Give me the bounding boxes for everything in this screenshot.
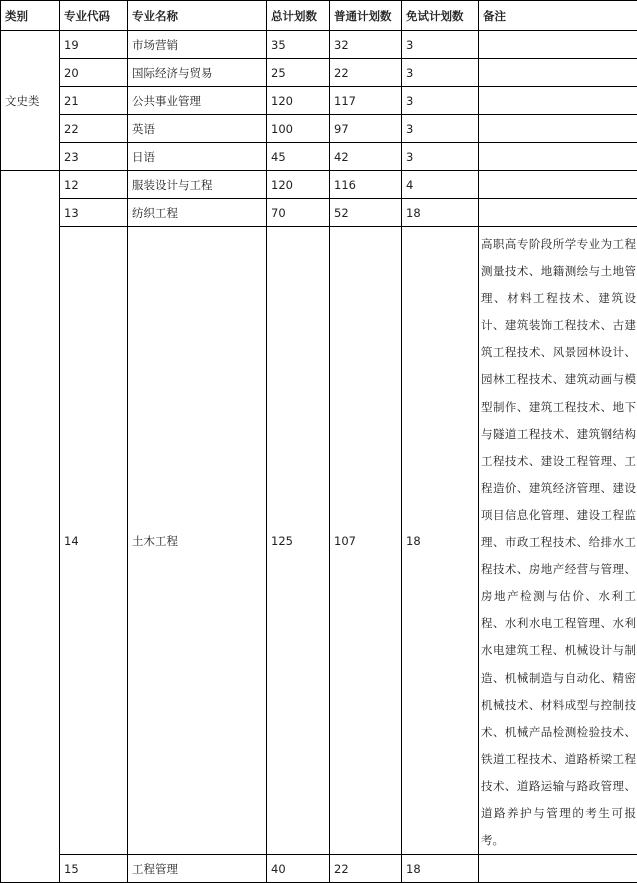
note-line: 造、机械制造与自动化、精密 <box>481 665 636 692</box>
note-line: 与隧道工程技术、建筑钢结构 <box>481 421 636 448</box>
exempt-cell: 18 <box>402 199 479 227</box>
note-line: 程技术、房地产经营与管理、 <box>481 556 636 583</box>
note-line: 房地产检测与估价、水利工 <box>481 583 636 610</box>
note-line: 工程技术、建设工程管理、工 <box>481 448 636 475</box>
total-cell: 25 <box>267 59 330 87</box>
name-cell: 日语 <box>128 143 267 171</box>
header-code: 专业代码 <box>60 1 128 31</box>
table-row <box>1 143 637 171</box>
table-row <box>1 31 637 59</box>
regular-cell: 42 <box>330 143 402 171</box>
exempt-cell: 3 <box>402 59 479 87</box>
note-cell <box>479 31 637 59</box>
name-cell: 国际经济与贸易 <box>128 59 267 87</box>
code-cell: 22 <box>60 115 128 143</box>
name-cell: 服装设计与工程 <box>128 171 267 199</box>
name-cell: 土木工程 <box>128 227 267 855</box>
name-cell: 市场营销 <box>128 31 267 59</box>
exempt-cell: 18 <box>402 855 479 883</box>
header-note: 备注 <box>479 1 637 31</box>
note-cell <box>479 87 637 115</box>
note-line: 理、市政工程技术、给排水工 <box>481 529 636 556</box>
exempt-cell: 4 <box>402 171 479 199</box>
note-line: 铁道工程技术、道路桥梁工程 <box>481 746 636 773</box>
note-line: 水电建筑工程、机械设计与制 <box>481 637 636 664</box>
note-line: 高职高专阶段所学专业为工程 <box>481 231 636 258</box>
code-cell: 21 <box>60 87 128 115</box>
name-cell: 公共事业管理 <box>128 87 267 115</box>
code-cell: 19 <box>60 31 128 59</box>
note-cell <box>479 59 637 87</box>
code-cell: 14 <box>60 227 128 855</box>
note-cell <box>479 171 637 199</box>
header-name: 专业名称 <box>128 1 267 31</box>
category-cell <box>1 171 60 883</box>
table-row <box>1 171 637 199</box>
total-cell: 120 <box>267 87 330 115</box>
total-cell: 125 <box>267 227 330 855</box>
category-cell: 文史类 <box>1 31 60 171</box>
note-cell <box>479 199 637 227</box>
exempt-cell: 3 <box>402 87 479 115</box>
regular-cell: 52 <box>330 199 402 227</box>
code-cell: 12 <box>60 171 128 199</box>
note-cell <box>479 143 637 171</box>
note-line: 理、材料工程技术、建筑设 <box>481 285 636 312</box>
name-cell: 纺织工程 <box>128 199 267 227</box>
regular-cell: 117 <box>330 87 402 115</box>
regular-cell: 22 <box>330 855 402 883</box>
note-cell <box>479 115 637 143</box>
table-header-row <box>1 1 637 31</box>
note-line: 术、机械产品检测检验技术、 <box>481 719 636 746</box>
header-category: 类别 <box>1 1 60 31</box>
total-cell: 70 <box>267 199 330 227</box>
total-cell: 40 <box>267 855 330 883</box>
note-line: 机械技术、材料成型与控制技 <box>481 692 636 719</box>
exempt-cell: 3 <box>402 143 479 171</box>
total-cell: 45 <box>267 143 330 171</box>
table-row <box>1 227 637 855</box>
note-line: 筑工程技术、风景园林设计、 <box>481 339 636 366</box>
note-line: 程造价、建筑经济管理、建设 <box>481 475 636 502</box>
note-line: 考。 <box>481 827 636 854</box>
exempt-cell: 3 <box>402 31 479 59</box>
note-cell <box>479 855 637 883</box>
note-line: 技术、道路运输与路政管理、 <box>481 773 636 800</box>
header-exempt: 免试计划数 <box>402 1 479 31</box>
note-line: 道路养护与管理的考生可报 <box>481 800 636 827</box>
total-cell: 120 <box>267 171 330 199</box>
exempt-cell: 3 <box>402 115 479 143</box>
regular-cell: 107 <box>330 227 402 855</box>
table-row <box>1 855 637 883</box>
table-row <box>1 87 637 115</box>
name-cell: 英语 <box>128 115 267 143</box>
code-cell: 20 <box>60 59 128 87</box>
note-line: 项目信息化管理、建设工程监 <box>481 502 636 529</box>
regular-cell: 116 <box>330 171 402 199</box>
note-line: 园林工程技术、建筑动画与模 <box>481 366 636 393</box>
name-cell: 工程管理 <box>128 855 267 883</box>
code-cell: 23 <box>60 143 128 171</box>
code-cell: 15 <box>60 855 128 883</box>
table-row <box>1 59 637 87</box>
note-line: 型制作、建筑工程技术、地下 <box>481 394 636 421</box>
note-line: 测量技术、地籍测绘与土地管 <box>481 258 636 285</box>
note-line: 计、建筑装饰工程技术、古建 <box>481 312 636 339</box>
header-regular: 普通计划数 <box>330 1 402 31</box>
total-cell: 100 <box>267 115 330 143</box>
table-row <box>1 199 637 227</box>
exempt-cell: 18 <box>402 227 479 855</box>
regular-cell: 22 <box>330 59 402 87</box>
regular-cell: 32 <box>330 31 402 59</box>
note-line: 程、水利水电工程管理、水利 <box>481 610 636 637</box>
total-cell: 35 <box>267 31 330 59</box>
regular-cell: 97 <box>330 115 402 143</box>
code-cell: 13 <box>60 199 128 227</box>
header-total: 总计划数 <box>267 1 330 31</box>
table-row <box>1 115 637 143</box>
note-cell <box>479 227 637 855</box>
